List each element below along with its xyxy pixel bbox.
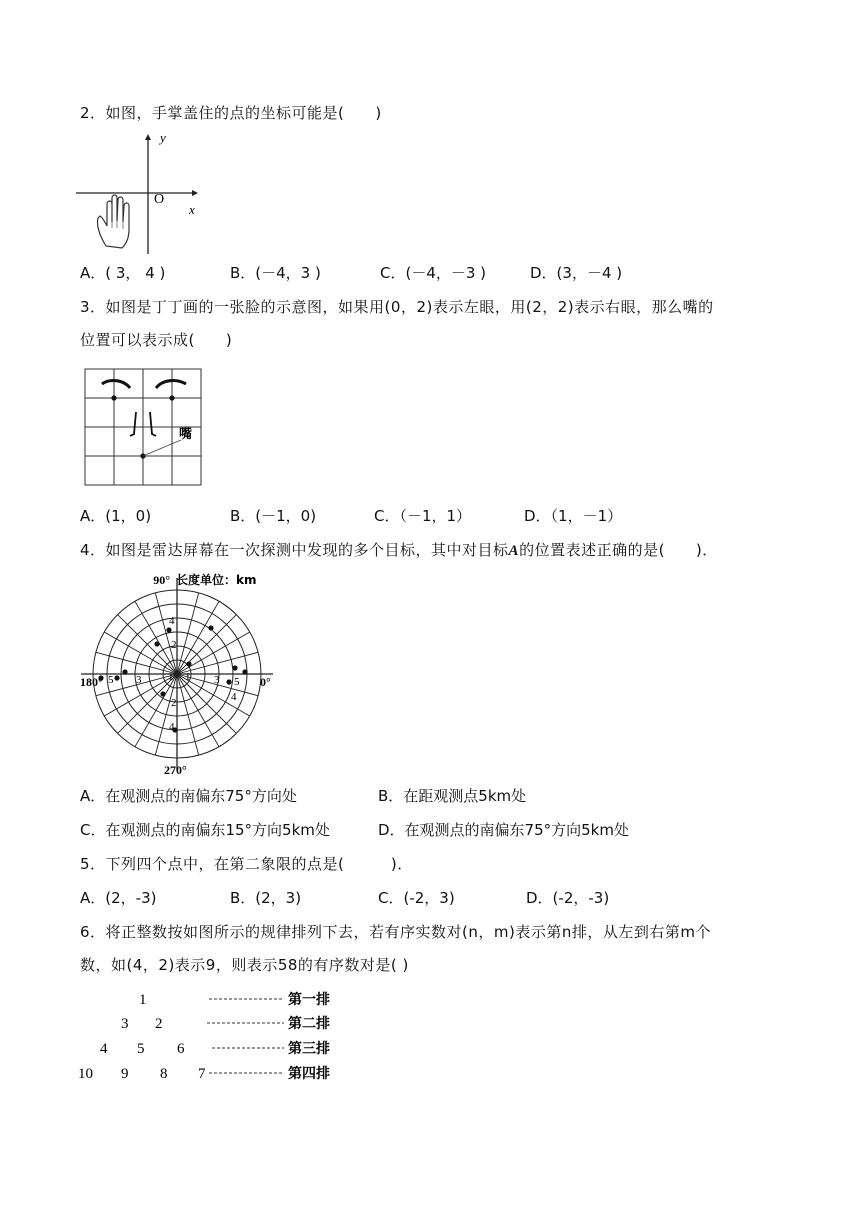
q6-row2-num2: 2 <box>155 1016 163 1032</box>
q2-option-d: D．(3，－4 ) <box>530 264 623 282</box>
radar-label-90: 90° <box>153 573 170 587</box>
q4-option-d: D．在观测点的南偏东75°方向5km处 <box>378 821 629 839</box>
q6-row4-num4: 7 <box>198 1066 206 1082</box>
q6-row1-label: 第一排 <box>288 992 330 1008</box>
q6-row4-num1: 10 <box>78 1066 93 1082</box>
radar-spoke <box>177 674 219 747</box>
q6-row2-label: 第二排 <box>288 1016 330 1032</box>
face-grid-diagram <box>84 368 204 488</box>
q3-stem-line2: 位置可以表示成( ) <box>80 331 233 349</box>
q2-origin-label: O <box>154 192 165 207</box>
hand-icon <box>97 195 129 248</box>
q6-row4-label: 第四排 <box>288 1066 330 1082</box>
q2-y-label: y <box>160 130 166 145</box>
radar-spoke <box>177 601 219 674</box>
radar-screen-diagram <box>78 566 288 778</box>
radar-spoke <box>177 615 236 674</box>
left-eye-point <box>111 395 116 400</box>
mouth-pointer-line <box>143 440 181 456</box>
q5-option-a: A．(2，-3) <box>80 889 157 907</box>
ring-label-left-1: 1 <box>168 671 174 683</box>
radar-target-point <box>114 675 119 680</box>
ring-label-left-3: 3 <box>136 674 142 686</box>
radar-target-point <box>232 665 237 670</box>
ring-label-left-5: 5 <box>108 674 114 686</box>
q2-option-c: C．(－4，－3 ) <box>380 264 487 282</box>
ring-label-right-3: 3 <box>214 674 220 686</box>
q2-y-arrow <box>145 134 151 140</box>
q6-row3-num2: 5 <box>137 1041 145 1057</box>
number-triangle-diagram <box>76 988 356 1088</box>
radar-unit-label: 长度单位：km <box>176 573 257 587</box>
q4-figure <box>78 566 288 778</box>
mouth-label: 嘴 <box>179 427 193 442</box>
ring-label-down-4: 4 <box>169 721 175 733</box>
q4-stem-var: A <box>508 543 520 559</box>
q6-row4-num2: 9 <box>121 1066 129 1082</box>
q4-stem-after: 的位置表述正确的是( )． <box>519 541 718 559</box>
q4-option-c: C．在观测点的南偏东15°方向5km处 <box>80 821 330 839</box>
q4-stem-before: 4．如图是雷达屏幕在一次探测中发现的多个目标，其中对目标 <box>80 541 509 559</box>
q2-stem: 2．如图，手掌盖住的点的坐标可能是( ) <box>80 104 382 122</box>
q2-x-arrow <box>192 190 198 196</box>
ring-label-up-4: 4 <box>169 615 175 627</box>
q6-stem-line1: 6．将正整数按如图所示的规律排列下去，若有序实数对(n，m)表示第n排，从左到右第m个 <box>80 923 711 941</box>
radar-spoke <box>177 632 250 674</box>
left-eyebrow <box>102 381 130 388</box>
q6-row4-num3: 8 <box>160 1066 168 1082</box>
q6-figure <box>76 988 356 1088</box>
ring-label-diag-4: 4 <box>231 691 237 703</box>
ring-label-right-5: 5 <box>234 676 240 688</box>
radar-label-0: 0° <box>260 675 271 689</box>
q2-figure <box>74 130 204 254</box>
q6-row3-num1: 4 <box>100 1041 108 1057</box>
q2-option-a: A．( 3， 4 ) <box>80 264 166 282</box>
radar-spoke <box>104 632 177 674</box>
q6-stem-line2: 数，如(4，2)表示9，则表示58的有序数对是( ) <box>80 956 409 974</box>
q6-row3-num3: 6 <box>177 1041 185 1057</box>
ring-label-down-2: 2 <box>171 697 177 709</box>
radar-target-point <box>154 641 159 646</box>
q6-row3-label: 第三排 <box>288 1041 330 1057</box>
radar-spoke <box>135 601 177 674</box>
q2-coordinate-plane <box>74 130 204 254</box>
radar-target-point <box>242 669 247 674</box>
radar-target-point <box>208 625 213 630</box>
q3-option-c: C．（－1，1） <box>374 507 472 525</box>
ring-label-up-2: 2 <box>171 639 177 651</box>
q4-option-b: B．在距观测点5km处 <box>378 787 527 805</box>
q4-stem <box>80 543 718 559</box>
q5-option-c: C．(-2，3) <box>378 889 455 907</box>
q5-option-b: B．(2，3) <box>230 889 302 907</box>
ring-label-right-1: 1 <box>185 671 191 683</box>
q3-figure <box>84 368 204 488</box>
radar-label-180: 180° <box>80 675 103 689</box>
right-eyebrow <box>156 381 186 388</box>
q6-row1-num1: 1 <box>139 992 147 1008</box>
q4-option-a: A．在观测点的南偏东75°方向处 <box>80 787 297 805</box>
q6-dashed-leaders <box>207 999 284 1073</box>
q6-row2-num1: 3 <box>121 1016 129 1032</box>
radar-target-point <box>186 661 191 666</box>
radar-target-point <box>122 669 127 674</box>
q2-option-b: B．(－4，3 ) <box>230 264 321 282</box>
radar-label-270: 270° <box>164 763 187 777</box>
q3-option-d: D．（1，－1） <box>524 507 623 525</box>
radar-target-point <box>160 691 165 696</box>
radar-target-point <box>226 679 231 684</box>
q2-x-label: x <box>189 202 195 217</box>
radar-target-point <box>166 627 171 632</box>
q5-stem: 5．下列四个点中，在第二象限的点是( )． <box>80 855 413 873</box>
q3-stem-line1: 3．如图是丁丁画的一张脸的示意图，如果用(0，2)表示左眼，用(2，2)表示右眼，那么嘴的 <box>80 298 714 316</box>
q3-option-a: A．(1，0) <box>80 507 152 525</box>
q5-option-d: D．(-2，-3) <box>526 889 610 907</box>
right-eye-point <box>169 395 174 400</box>
q3-option-b: B．(－1，0) <box>230 507 317 525</box>
